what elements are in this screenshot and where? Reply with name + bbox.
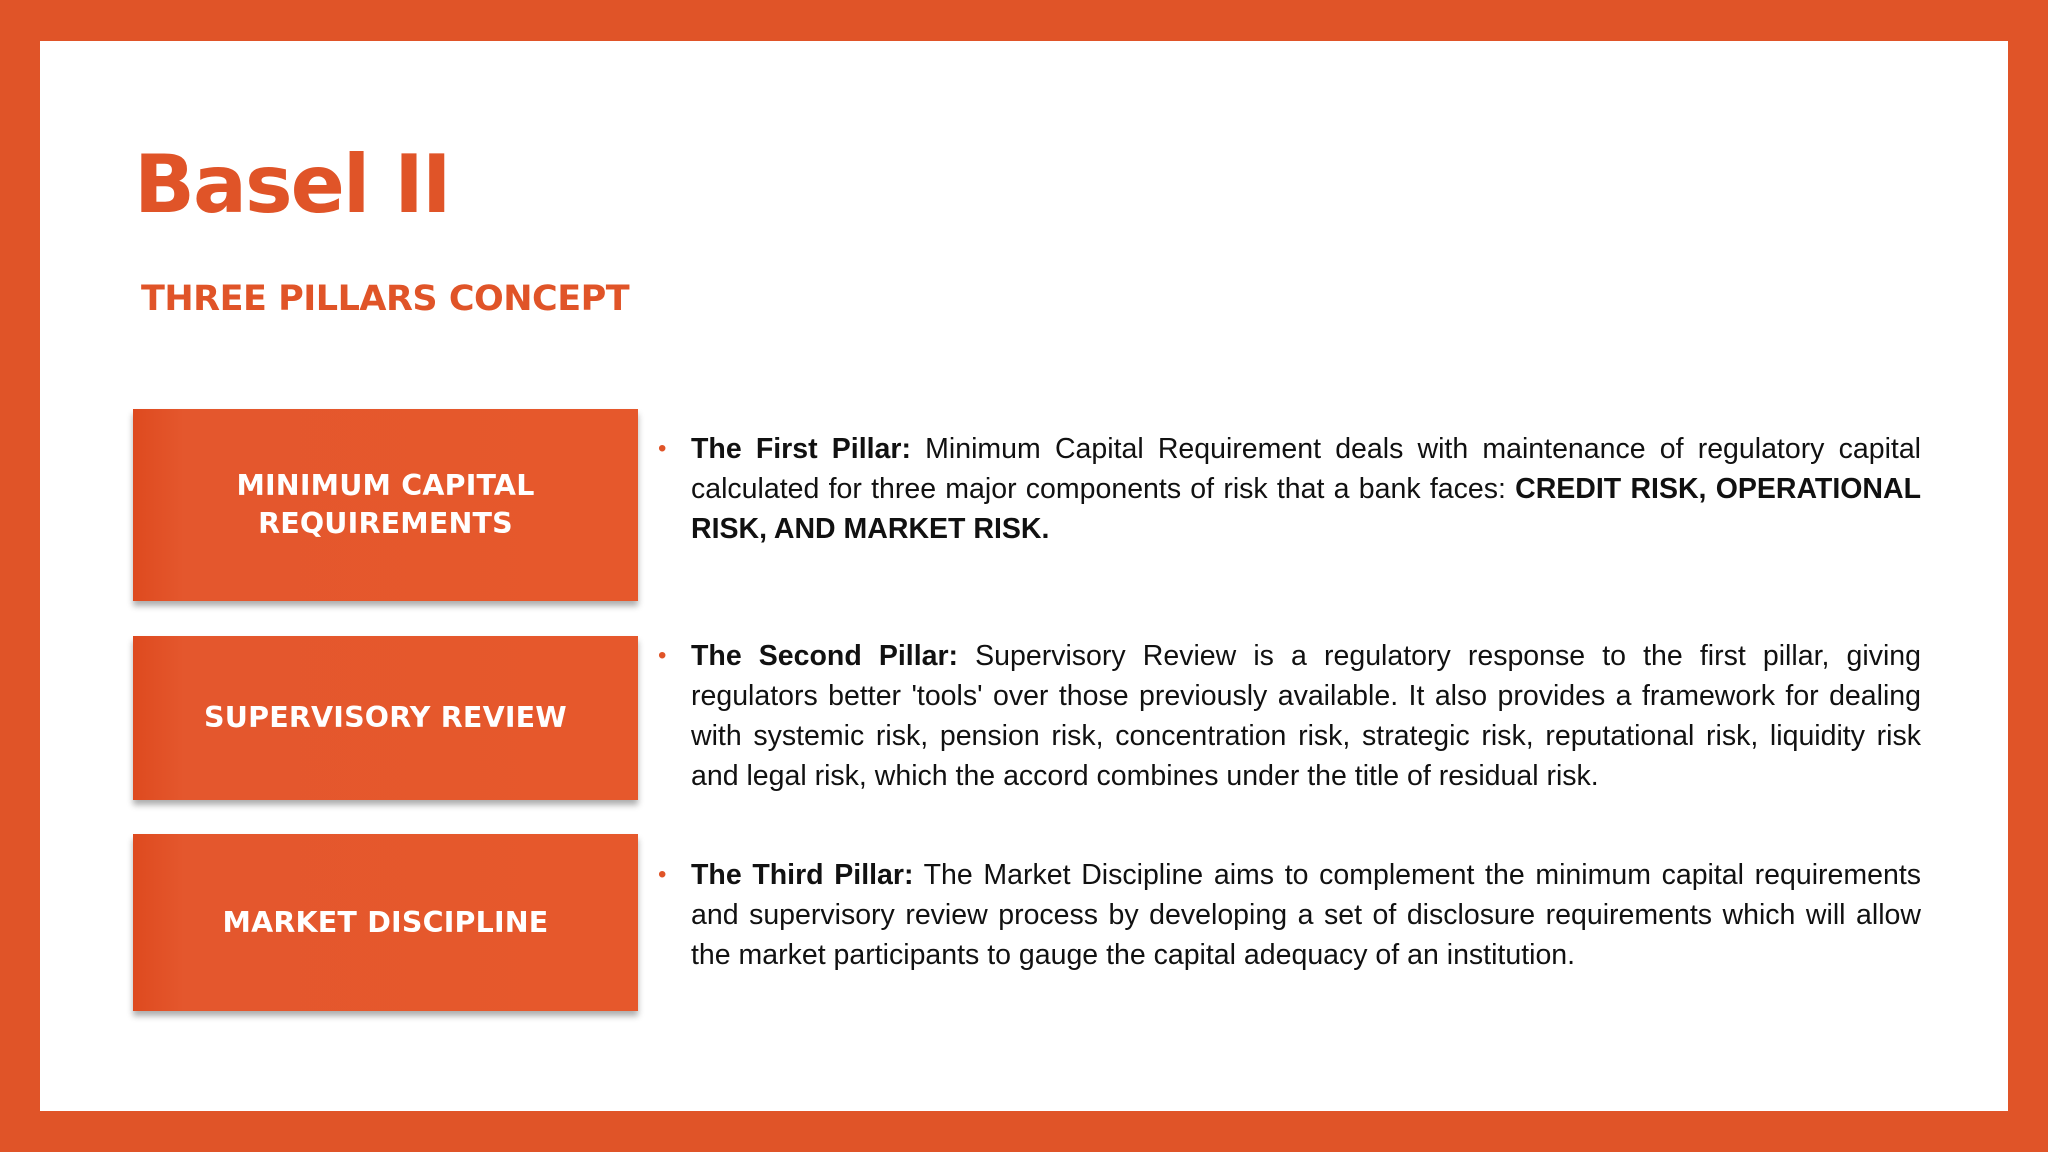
bullet-icon: • — [658, 435, 667, 462]
bullet-heading: The Third Pillar: — [691, 859, 914, 891]
bullet-second-pillar — [658, 636, 1921, 796]
pillar-label: MARKET DISCIPLINE — [222, 905, 549, 939]
bullet-third-pillar — [658, 855, 1921, 975]
bullet-heading: The First Pillar: — [691, 433, 911, 465]
slide — [40, 41, 2008, 1111]
slide-subtitle: THREE PILLARS CONCEPT — [141, 279, 630, 319]
pillar-label — [216, 467, 554, 543]
pillar-label-line: REQUIREMENTS — [258, 507, 513, 540]
pillar-label: SUPERVISORY REVIEW — [204, 701, 567, 734]
pillar-box-minimum-capital — [133, 409, 638, 601]
bullet-icon: • — [658, 861, 667, 888]
pillar-box-market-discipline — [133, 834, 638, 1011]
bullet-icon: • — [658, 642, 667, 669]
bullet-text: Minimum Capital Requirement deals with maintenance of regulatory capital calculated for three major components of risk that a bank faces: — [691, 433, 1922, 505]
pillar-label-line: MINIMUM CAPITAL — [236, 469, 535, 502]
bullet-first-pillar — [658, 429, 1922, 549]
bullet-text: The Market Discipline aims to complement the minimum capital requirements and supervisory review process by developing a set of disclosure requirements which will allow the market participants to gauge the capital adequacy of an institution. — [691, 859, 1921, 971]
bullet-emphasis: CREDIT RISK, OPERATIONAL RISK, AND MARKET RISK. — [691, 473, 1921, 545]
slide-title: Basel II — [134, 138, 450, 231]
bullet-text: Supervisory Review is a regulatory response to the first pillar, giving regulators better 'tools' over those previously available. It also provides a framework for dealing with systemic risk, pension risk, concentration risk, strategic risk, reputational risk, liquidity risk and legal risk, which the accord combines under the title of residual risk. — [691, 640, 1921, 792]
bullet-heading: The Second Pillar: — [691, 640, 959, 672]
pillar-box-supervisory-review — [133, 636, 638, 800]
